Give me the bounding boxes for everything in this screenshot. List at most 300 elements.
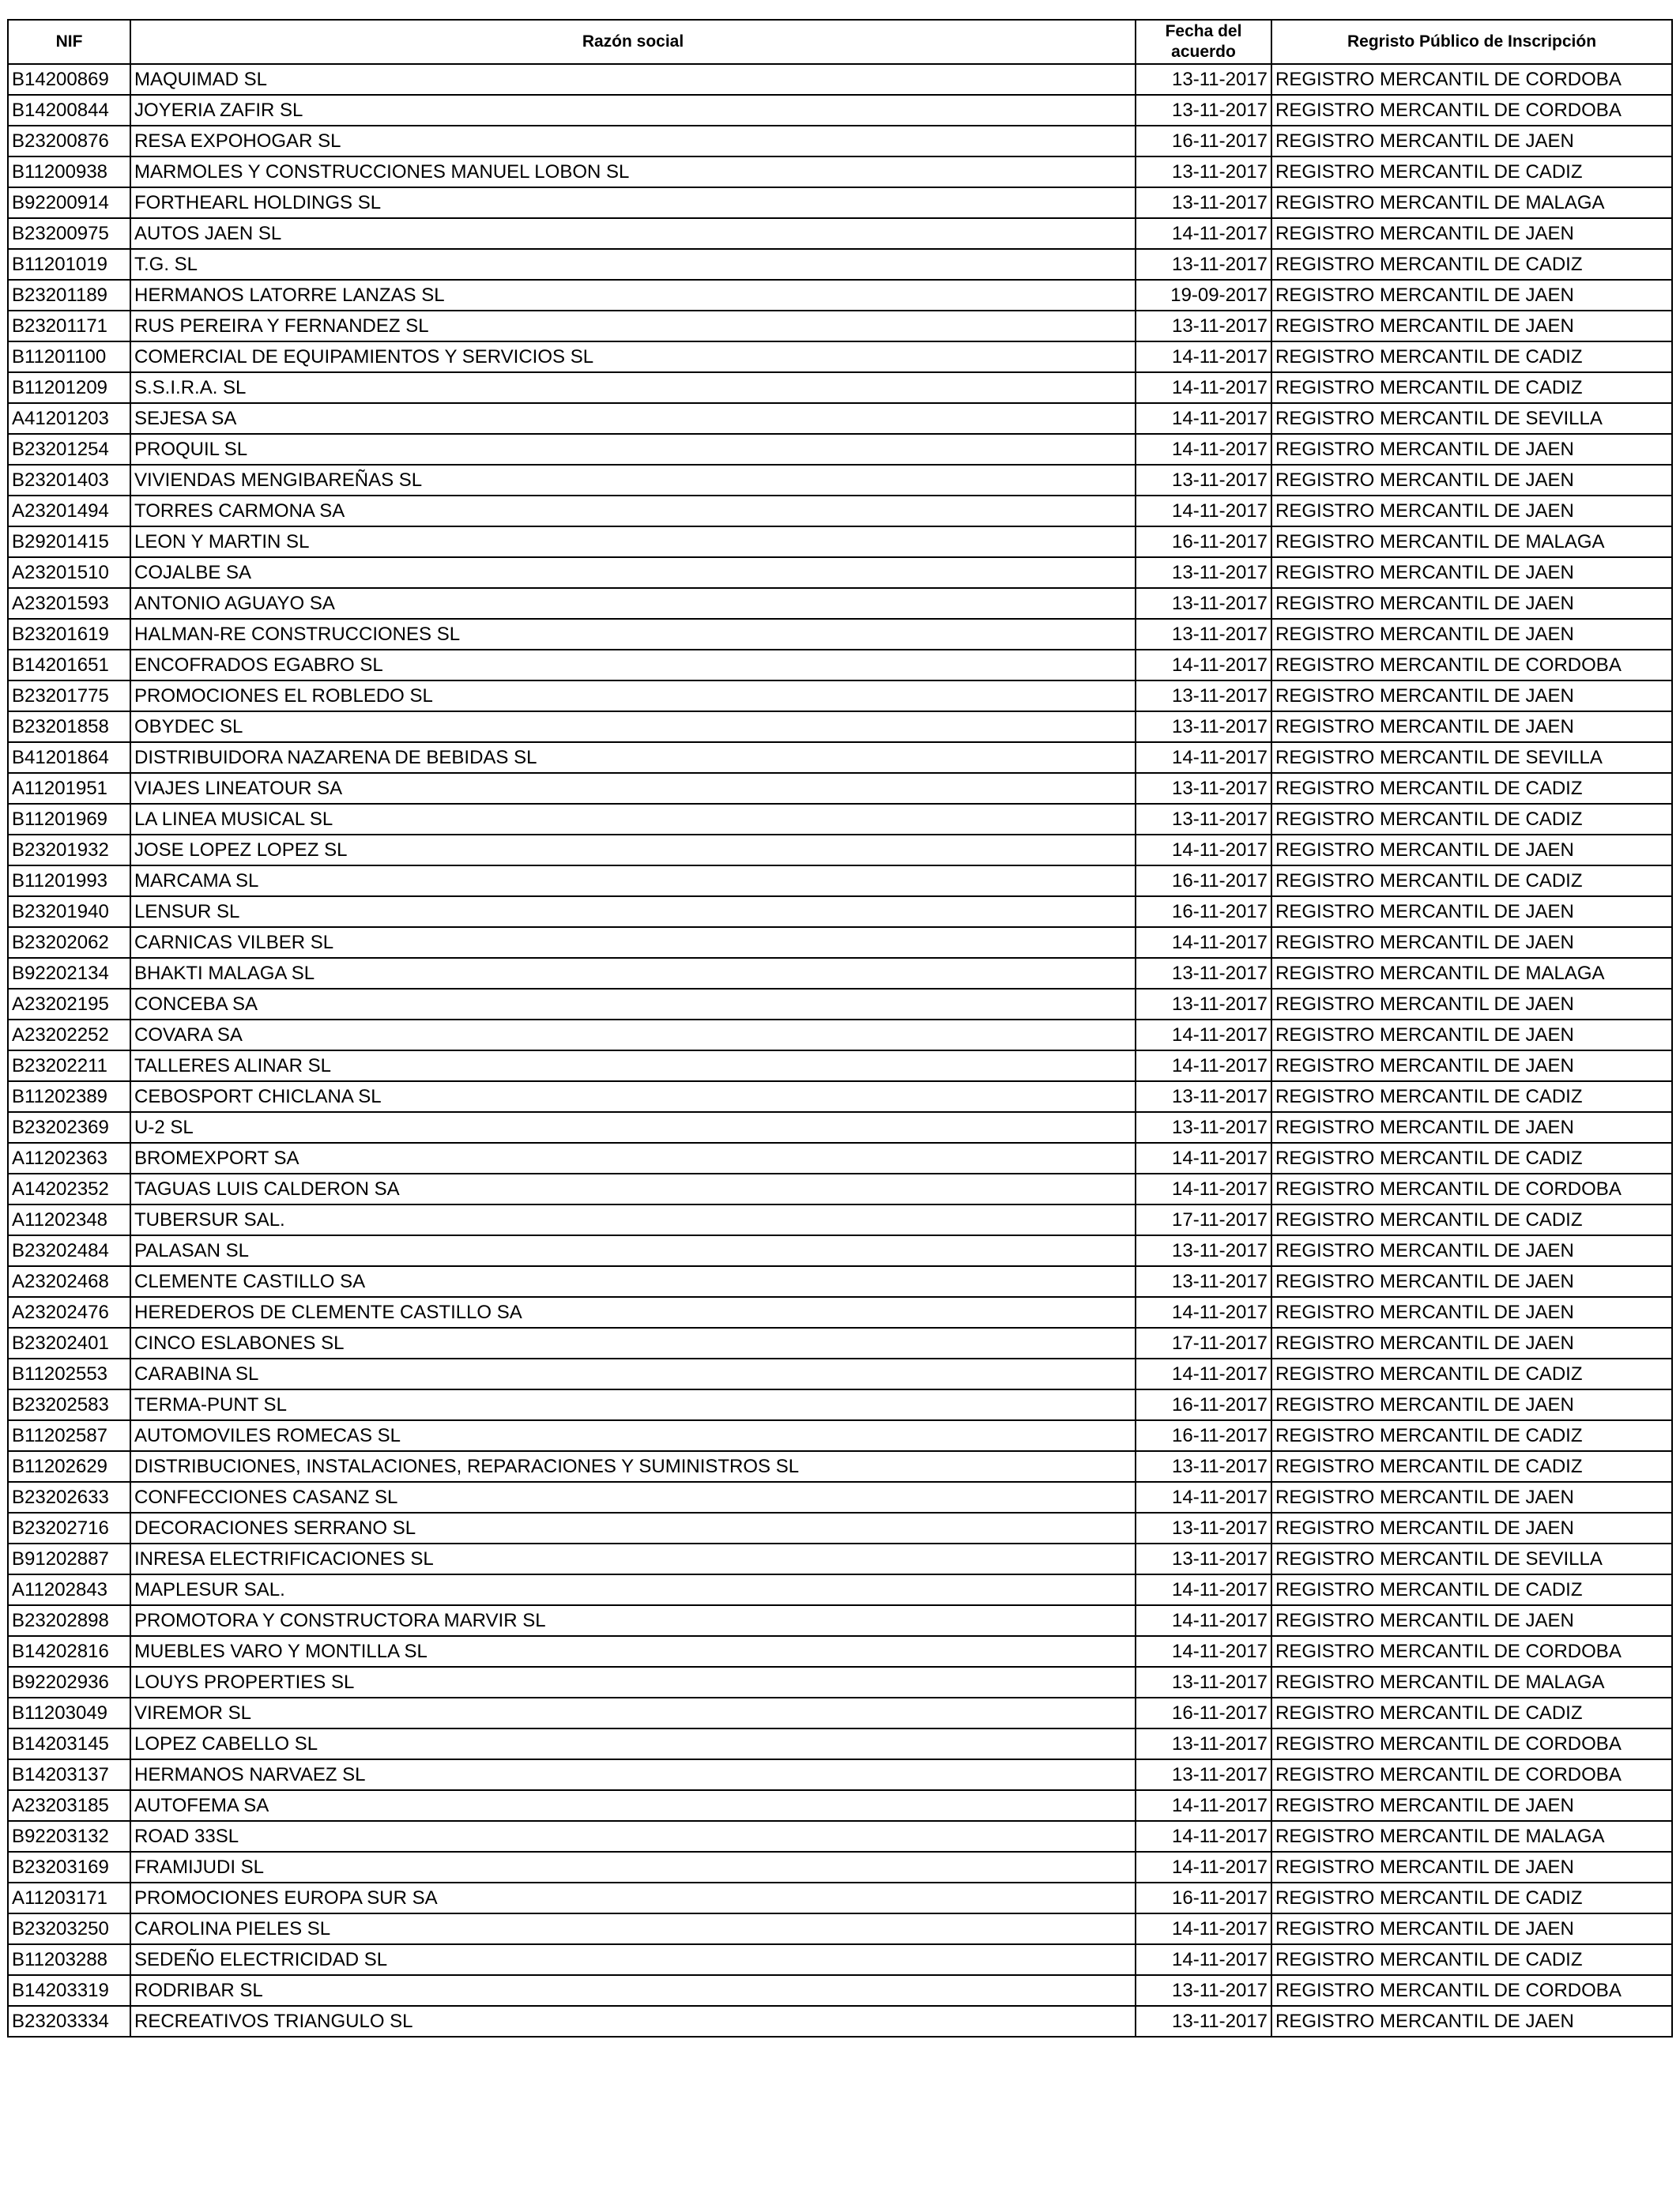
- cell-razon-social: U-2 SL: [130, 1112, 1136, 1143]
- table-header: [8, 20, 1672, 64]
- cell-nif: A23203185: [8, 1790, 130, 1821]
- cell-registro: REGISTRO MERCANTIL DE JAEN: [1271, 1605, 1672, 1636]
- cell-nif: B23200975: [8, 218, 130, 249]
- cell-razon-social: DISTRIBUCIONES, INSTALACIONES, REPARACIONES Y SUMINISTROS SL: [130, 1451, 1136, 1482]
- cell-fecha-acuerdo: 13-11-2017: [1136, 1759, 1271, 1790]
- cell-razon-social: TALLERES ALINAR SL: [130, 1050, 1136, 1081]
- cell-registro: REGISTRO MERCANTIL DE JAEN: [1271, 896, 1672, 927]
- table-row: [8, 1574, 1672, 1605]
- cell-fecha-acuerdo: 16-11-2017: [1136, 1698, 1271, 1728]
- cell-registro: REGISTRO MERCANTIL DE CORDOBA: [1271, 1975, 1672, 2006]
- table-row: [8, 496, 1672, 526]
- cell-registro: REGISTRO MERCANTIL DE MALAGA: [1271, 187, 1672, 218]
- cell-registro: REGISTRO MERCANTIL DE SEVILLA: [1271, 1544, 1672, 1574]
- table-row: [8, 1297, 1672, 1328]
- cell-nif: B11202553: [8, 1359, 130, 1389]
- cell-razon-social: FRAMIJUDI SL: [130, 1852, 1136, 1883]
- cell-razon-social: COMERCIAL DE EQUIPAMIENTOS Y SERVICIOS SL: [130, 341, 1136, 372]
- cell-fecha-acuerdo: 13-11-2017: [1136, 64, 1271, 95]
- cell-fecha-acuerdo: 13-11-2017: [1136, 1266, 1271, 1297]
- table-row: [8, 865, 1672, 896]
- cell-registro: REGISTRO MERCANTIL DE MALAGA: [1271, 1667, 1672, 1698]
- cell-nif: B23203334: [8, 2006, 130, 2037]
- cell-registro: REGISTRO MERCANTIL DE CADIZ: [1271, 341, 1672, 372]
- cell-razon-social: HERMANOS LATORRE LANZAS SL: [130, 280, 1136, 311]
- table-row: [8, 1605, 1672, 1636]
- cell-registro: REGISTRO MERCANTIL DE CORDOBA: [1271, 1636, 1672, 1667]
- cell-nif: B41201864: [8, 742, 130, 773]
- cell-nif: B14201651: [8, 650, 130, 680]
- cell-fecha-acuerdo: 14-11-2017: [1136, 1174, 1271, 1204]
- cell-registro: REGISTRO MERCANTIL DE CADIZ: [1271, 1359, 1672, 1389]
- cell-registro: REGISTRO MERCANTIL DE MALAGA: [1271, 526, 1672, 557]
- cell-registro: REGISTRO MERCANTIL DE JAEN: [1271, 496, 1672, 526]
- cell-registro: REGISTRO MERCANTIL DE CORDOBA: [1271, 650, 1672, 680]
- cell-nif: B23202583: [8, 1389, 130, 1420]
- table-row: [8, 280, 1672, 311]
- cell-fecha-acuerdo: 13-11-2017: [1136, 711, 1271, 742]
- cell-registro: REGISTRO MERCANTIL DE JAEN: [1271, 1482, 1672, 1513]
- cell-fecha-acuerdo: 14-11-2017: [1136, 742, 1271, 773]
- table-row: [8, 526, 1672, 557]
- table-row: [8, 1975, 1672, 2006]
- cell-nif: B23201254: [8, 434, 130, 465]
- cell-nif: A41201203: [8, 403, 130, 434]
- cell-razon-social: RECREATIVOS TRIANGULO SL: [130, 2006, 1136, 2037]
- cell-fecha-acuerdo: 14-11-2017: [1136, 434, 1271, 465]
- cell-razon-social: PROMOTORA Y CONSTRUCTORA MARVIR SL: [130, 1605, 1136, 1636]
- cell-nif: B23202898: [8, 1605, 130, 1636]
- table-row: [8, 1698, 1672, 1728]
- cell-nif: B14202816: [8, 1636, 130, 1667]
- cell-fecha-acuerdo: 13-11-2017: [1136, 588, 1271, 619]
- cell-razon-social: DECORACIONES SERRANO SL: [130, 1513, 1136, 1544]
- table-row: [8, 1790, 1672, 1821]
- table-row: [8, 465, 1672, 496]
- cell-registro: REGISTRO MERCANTIL DE CADIZ: [1271, 1698, 1672, 1728]
- cell-razon-social: TAGUAS LUIS CALDERON SA: [130, 1174, 1136, 1204]
- cell-fecha-acuerdo: 14-11-2017: [1136, 496, 1271, 526]
- cell-razon-social: PROQUIL SL: [130, 434, 1136, 465]
- cell-razon-social: LENSUR SL: [130, 896, 1136, 927]
- cell-razon-social: CEBOSPORT CHICLANA SL: [130, 1081, 1136, 1112]
- cell-nif: B14203137: [8, 1759, 130, 1790]
- cell-registro: REGISTRO MERCANTIL DE JAEN: [1271, 680, 1672, 711]
- cell-razon-social: TORRES CARMONA SA: [130, 496, 1136, 526]
- table-row: [8, 1143, 1672, 1174]
- cell-razon-social: CONFECCIONES CASANZ SL: [130, 1482, 1136, 1513]
- cell-razon-social: DISTRIBUIDORA NAZARENA DE BEBIDAS SL: [130, 742, 1136, 773]
- cell-nif: B11202629: [8, 1451, 130, 1482]
- cell-razon-social: S.S.I.R.A. SL: [130, 372, 1136, 403]
- cell-registro: REGISTRO MERCANTIL DE SEVILLA: [1271, 403, 1672, 434]
- cell-nif: B23202484: [8, 1235, 130, 1266]
- cell-fecha-acuerdo: 16-11-2017: [1136, 526, 1271, 557]
- table-row: [8, 1759, 1672, 1790]
- cell-fecha-acuerdo: 13-11-2017: [1136, 1513, 1271, 1544]
- table-row: [8, 1266, 1672, 1297]
- cell-nif: B23201775: [8, 680, 130, 711]
- cell-razon-social: ANTONIO AGUAYO SA: [130, 588, 1136, 619]
- cell-razon-social: PROMOCIONES EUROPA SUR SA: [130, 1883, 1136, 1913]
- cell-fecha-acuerdo: 14-11-2017: [1136, 403, 1271, 434]
- cell-fecha-acuerdo: 16-11-2017: [1136, 126, 1271, 156]
- cell-fecha-acuerdo: 13-11-2017: [1136, 1112, 1271, 1143]
- cell-razon-social: INRESA ELECTRIFICACIONES SL: [130, 1544, 1136, 1574]
- cell-fecha-acuerdo: 13-11-2017: [1136, 156, 1271, 187]
- table-row: [8, 927, 1672, 958]
- cell-registro: REGISTRO MERCANTIL DE CORDOBA: [1271, 1728, 1672, 1759]
- cell-nif: B11200938: [8, 156, 130, 187]
- cell-fecha-acuerdo: 13-11-2017: [1136, 680, 1271, 711]
- cell-fecha-acuerdo: 14-11-2017: [1136, 1143, 1271, 1174]
- table-row: [8, 126, 1672, 156]
- cell-fecha-acuerdo: 17-11-2017: [1136, 1204, 1271, 1235]
- cell-registro: REGISTRO MERCANTIL DE CADIZ: [1271, 1204, 1672, 1235]
- cell-fecha-acuerdo: 13-11-2017: [1136, 95, 1271, 126]
- cell-nif: A11202843: [8, 1574, 130, 1605]
- table-row: [8, 989, 1672, 1020]
- cell-nif: B23202062: [8, 927, 130, 958]
- table-row: [8, 1112, 1672, 1143]
- cell-nif: B11203288: [8, 1944, 130, 1975]
- cell-razon-social: MAQUIMAD SL: [130, 64, 1136, 95]
- cell-razon-social: VIVIENDAS MENGIBAREÑAS SL: [130, 465, 1136, 496]
- table-row: [8, 1667, 1672, 1698]
- cell-razon-social: VIAJES LINEATOUR SA: [130, 773, 1136, 804]
- cell-registro: REGISTRO MERCANTIL DE CADIZ: [1271, 372, 1672, 403]
- cell-fecha-acuerdo: 13-11-2017: [1136, 619, 1271, 650]
- table-row: [8, 1883, 1672, 1913]
- table-row: [8, 588, 1672, 619]
- cell-fecha-acuerdo: 14-11-2017: [1136, 341, 1271, 372]
- cell-nif: A23202476: [8, 1297, 130, 1328]
- cell-razon-social: CLEMENTE CASTILLO SA: [130, 1266, 1136, 1297]
- cell-nif: B11201209: [8, 372, 130, 403]
- cell-nif: B11202389: [8, 1081, 130, 1112]
- cell-registro: REGISTRO MERCANTIL DE CADIZ: [1271, 865, 1672, 896]
- cell-fecha-acuerdo: 14-11-2017: [1136, 835, 1271, 865]
- cell-razon-social: HERMANOS NARVAEZ SL: [130, 1759, 1136, 1790]
- table-row: [8, 1020, 1672, 1050]
- cell-fecha-acuerdo: 14-11-2017: [1136, 1790, 1271, 1821]
- cell-registro: REGISTRO MERCANTIL DE JAEN: [1271, 434, 1672, 465]
- cell-nif: B23203169: [8, 1852, 130, 1883]
- cell-nif: B23201171: [8, 311, 130, 341]
- table-row: [8, 64, 1672, 95]
- cell-razon-social: RUS PEREIRA Y FERNANDEZ SL: [130, 311, 1136, 341]
- cell-fecha-acuerdo: 16-11-2017: [1136, 1389, 1271, 1420]
- cell-registro: REGISTRO MERCANTIL DE JAEN: [1271, 588, 1672, 619]
- cell-registro: REGISTRO MERCANTIL DE JAEN: [1271, 1389, 1672, 1420]
- cell-fecha-acuerdo: 19-09-2017: [1136, 280, 1271, 311]
- cell-fecha-acuerdo: 14-11-2017: [1136, 218, 1271, 249]
- cell-nif: B11201969: [8, 804, 130, 835]
- table-row: [8, 1050, 1672, 1081]
- cell-nif: B11202587: [8, 1420, 130, 1451]
- registry-table: [7, 19, 1673, 2038]
- cell-fecha-acuerdo: 13-11-2017: [1136, 804, 1271, 835]
- cell-fecha-acuerdo: 14-11-2017: [1136, 1852, 1271, 1883]
- cell-registro: REGISTRO MERCANTIL DE MALAGA: [1271, 1821, 1672, 1852]
- cell-fecha-acuerdo: 14-11-2017: [1136, 1050, 1271, 1081]
- table-row: [8, 403, 1672, 434]
- cell-nif: A23201510: [8, 557, 130, 588]
- cell-fecha-acuerdo: 14-11-2017: [1136, 1359, 1271, 1389]
- cell-fecha-acuerdo: 13-11-2017: [1136, 1235, 1271, 1266]
- cell-nif: B11201100: [8, 341, 130, 372]
- cell-registro: REGISTRO MERCANTIL DE CORDOBA: [1271, 64, 1672, 95]
- cell-fecha-acuerdo: 14-11-2017: [1136, 1636, 1271, 1667]
- cell-registro: REGISTRO MERCANTIL DE MALAGA: [1271, 958, 1672, 989]
- cell-registro: REGISTRO MERCANTIL DE CADIZ: [1271, 1451, 1672, 1482]
- cell-nif: B92202134: [8, 958, 130, 989]
- table-row: [8, 1482, 1672, 1513]
- cell-razon-social: AUTOMOVILES ROMECAS SL: [130, 1420, 1136, 1451]
- cell-fecha-acuerdo: 14-11-2017: [1136, 1297, 1271, 1328]
- cell-razon-social: CAROLINA PIELES SL: [130, 1913, 1136, 1944]
- cell-nif: A23201494: [8, 496, 130, 526]
- cell-razon-social: COVARA SA: [130, 1020, 1136, 1050]
- cell-registro: REGISTRO MERCANTIL DE JAEN: [1271, 1050, 1672, 1081]
- table-row: [8, 896, 1672, 927]
- cell-registro: REGISTRO MERCANTIL DE JAEN: [1271, 126, 1672, 156]
- table-row: [8, 1204, 1672, 1235]
- header-razon-social: Razón social: [130, 20, 1136, 64]
- cell-fecha-acuerdo: 14-11-2017: [1136, 372, 1271, 403]
- cell-registro: REGISTRO MERCANTIL DE JAEN: [1271, 1513, 1672, 1544]
- table-row: [8, 1728, 1672, 1759]
- cell-nif: B23201858: [8, 711, 130, 742]
- cell-razon-social: AUTOS JAEN SL: [130, 218, 1136, 249]
- cell-fecha-acuerdo: 14-11-2017: [1136, 1574, 1271, 1605]
- cell-fecha-acuerdo: 13-11-2017: [1136, 958, 1271, 989]
- cell-razon-social: LOUYS PROPERTIES SL: [130, 1667, 1136, 1698]
- cell-fecha-acuerdo: 13-11-2017: [1136, 1728, 1271, 1759]
- cell-fecha-acuerdo: 13-11-2017: [1136, 249, 1271, 280]
- cell-fecha-acuerdo: 13-11-2017: [1136, 773, 1271, 804]
- table-row: [8, 1513, 1672, 1544]
- table-body: [8, 64, 1672, 2037]
- table-row: [8, 1328, 1672, 1359]
- cell-nif: B14203319: [8, 1975, 130, 2006]
- cell-razon-social: BROMEXPORT SA: [130, 1143, 1136, 1174]
- cell-registro: REGISTRO MERCANTIL DE CADIZ: [1271, 249, 1672, 280]
- cell-fecha-acuerdo: 13-11-2017: [1136, 311, 1271, 341]
- cell-razon-social: LEON Y MARTIN SL: [130, 526, 1136, 557]
- cell-nif: A23202252: [8, 1020, 130, 1050]
- cell-registro: REGISTRO MERCANTIL DE JAEN: [1271, 989, 1672, 1020]
- table-row: [8, 341, 1672, 372]
- table-row: [8, 1389, 1672, 1420]
- cell-fecha-acuerdo: 13-11-2017: [1136, 1451, 1271, 1482]
- cell-registro: REGISTRO MERCANTIL DE JAEN: [1271, 465, 1672, 496]
- cell-razon-social: SEJESA SA: [130, 403, 1136, 434]
- cell-nif: A11201951: [8, 773, 130, 804]
- table-row: [8, 742, 1672, 773]
- cell-razon-social: JOYERIA ZAFIR SL: [130, 95, 1136, 126]
- cell-nif: B23202369: [8, 1112, 130, 1143]
- cell-razon-social: BHAKTI MALAGA SL: [130, 958, 1136, 989]
- cell-registro: REGISTRO MERCANTIL DE JAEN: [1271, 619, 1672, 650]
- table-row: [8, 1420, 1672, 1451]
- cell-razon-social: ROAD 33SL: [130, 1821, 1136, 1852]
- cell-registro: REGISTRO MERCANTIL DE CADIZ: [1271, 1883, 1672, 1913]
- table-row: [8, 156, 1672, 187]
- cell-nif: A23201593: [8, 588, 130, 619]
- cell-nif: B91202887: [8, 1544, 130, 1574]
- cell-razon-social: SEDEÑO ELECTRICIDAD SL: [130, 1944, 1136, 1975]
- cell-razon-social: LOPEZ CABELLO SL: [130, 1728, 1136, 1759]
- cell-nif: A14202352: [8, 1174, 130, 1204]
- table-row: [8, 650, 1672, 680]
- header-registro: Regristo Público de Inscripción: [1271, 20, 1672, 64]
- cell-fecha-acuerdo: 13-11-2017: [1136, 187, 1271, 218]
- cell-fecha-acuerdo: 14-11-2017: [1136, 1944, 1271, 1975]
- table-row: [8, 1235, 1672, 1266]
- cell-fecha-acuerdo: 14-11-2017: [1136, 1020, 1271, 1050]
- cell-nif: B14203145: [8, 1728, 130, 1759]
- cell-razon-social: PALASAN SL: [130, 1235, 1136, 1266]
- table-row: [8, 95, 1672, 126]
- cell-nif: B23203250: [8, 1913, 130, 1944]
- cell-nif: B23201932: [8, 835, 130, 865]
- cell-fecha-acuerdo: 13-11-2017: [1136, 1667, 1271, 1698]
- table-row: [8, 187, 1672, 218]
- cell-razon-social: JOSE LOPEZ LOPEZ SL: [130, 835, 1136, 865]
- cell-razon-social: MARCAMA SL: [130, 865, 1136, 896]
- cell-razon-social: TUBERSUR SAL.: [130, 1204, 1136, 1235]
- table-row: [8, 218, 1672, 249]
- table-row: [8, 1852, 1672, 1883]
- cell-nif: B11203049: [8, 1698, 130, 1728]
- cell-nif: B11201019: [8, 249, 130, 280]
- cell-nif: B14200844: [8, 95, 130, 126]
- cell-registro: REGISTRO MERCANTIL DE CADIZ: [1271, 156, 1672, 187]
- cell-fecha-acuerdo: 13-11-2017: [1136, 465, 1271, 496]
- cell-razon-social: CARABINA SL: [130, 1359, 1136, 1389]
- cell-registro: REGISTRO MERCANTIL DE CADIZ: [1271, 804, 1672, 835]
- cell-nif: B23202633: [8, 1482, 130, 1513]
- cell-nif: B23201619: [8, 619, 130, 650]
- cell-razon-social: HALMAN-RE CONSTRUCCIONES SL: [130, 619, 1136, 650]
- table-row: [8, 311, 1672, 341]
- cell-fecha-acuerdo: 14-11-2017: [1136, 1913, 1271, 1944]
- table-row: [8, 680, 1672, 711]
- cell-registro: REGISTRO MERCANTIL DE CADIZ: [1271, 1420, 1672, 1451]
- cell-razon-social: CONCEBA SA: [130, 989, 1136, 1020]
- cell-nif: B92202936: [8, 1667, 130, 1698]
- cell-razon-social: RESA EXPOHOGAR SL: [130, 126, 1136, 156]
- cell-razon-social: COJALBE SA: [130, 557, 1136, 588]
- cell-fecha-acuerdo: 14-11-2017: [1136, 650, 1271, 680]
- cell-registro: REGISTRO MERCANTIL DE CADIZ: [1271, 1081, 1672, 1112]
- cell-razon-social: VIREMOR SL: [130, 1698, 1136, 1728]
- cell-nif: A23202195: [8, 989, 130, 1020]
- cell-nif: B14200869: [8, 64, 130, 95]
- cell-razon-social: MAPLESUR SAL.: [130, 1574, 1136, 1605]
- cell-registro: REGISTRO MERCANTIL DE CADIZ: [1271, 1944, 1672, 1975]
- cell-nif: B23202401: [8, 1328, 130, 1359]
- cell-razon-social: TERMA-PUNT SL: [130, 1389, 1136, 1420]
- cell-fecha-acuerdo: 14-11-2017: [1136, 1605, 1271, 1636]
- cell-fecha-acuerdo: 16-11-2017: [1136, 896, 1271, 927]
- cell-registro: REGISTRO MERCANTIL DE CADIZ: [1271, 773, 1672, 804]
- cell-razon-social: LA LINEA MUSICAL SL: [130, 804, 1136, 835]
- cell-registro: REGISTRO MERCANTIL DE JAEN: [1271, 1852, 1672, 1883]
- table-row: [8, 1913, 1672, 1944]
- cell-registro: REGISTRO MERCANTIL DE JAEN: [1271, 927, 1672, 958]
- cell-fecha-acuerdo: 14-11-2017: [1136, 1821, 1271, 1852]
- cell-registro: REGISTRO MERCANTIL DE CADIZ: [1271, 1143, 1672, 1174]
- cell-fecha-acuerdo: 13-11-2017: [1136, 1544, 1271, 1574]
- cell-razon-social: OBYDEC SL: [130, 711, 1136, 742]
- table-row: [8, 557, 1672, 588]
- table-row: [8, 2006, 1672, 2037]
- cell-registro: REGISTRO MERCANTIL DE JAEN: [1271, 280, 1672, 311]
- table-row: [8, 1544, 1672, 1574]
- cell-nif: A23202468: [8, 1266, 130, 1297]
- cell-nif: B92200914: [8, 187, 130, 218]
- cell-registro: REGISTRO MERCANTIL DE JAEN: [1271, 1020, 1672, 1050]
- cell-fecha-acuerdo: 16-11-2017: [1136, 1420, 1271, 1451]
- cell-razon-social: RODRIBAR SL: [130, 1975, 1136, 2006]
- cell-registro: REGISTRO MERCANTIL DE JAEN: [1271, 557, 1672, 588]
- cell-razon-social: HEREDEROS DE CLEMENTE CASTILLO SA: [130, 1297, 1136, 1328]
- table-row: [8, 958, 1672, 989]
- cell-nif: B23200876: [8, 126, 130, 156]
- cell-registro: REGISTRO MERCANTIL DE JAEN: [1271, 1112, 1672, 1143]
- cell-registro: REGISTRO MERCANTIL DE CORDOBA: [1271, 1174, 1672, 1204]
- cell-razon-social: PROMOCIONES EL ROBLEDO SL: [130, 680, 1136, 711]
- cell-fecha-acuerdo: 13-11-2017: [1136, 1975, 1271, 2006]
- cell-registro: REGISTRO MERCANTIL DE JAEN: [1271, 218, 1672, 249]
- cell-fecha-acuerdo: 14-11-2017: [1136, 1482, 1271, 1513]
- cell-nif: A11202348: [8, 1204, 130, 1235]
- table-row: [8, 434, 1672, 465]
- cell-registro: REGISTRO MERCANTIL DE JAEN: [1271, 1235, 1672, 1266]
- cell-registro: REGISTRO MERCANTIL DE JAEN: [1271, 1297, 1672, 1328]
- table-row: [8, 249, 1672, 280]
- table-row: [8, 835, 1672, 865]
- cell-razon-social: ENCOFRADOS EGABRO SL: [130, 650, 1136, 680]
- cell-nif: A11203171: [8, 1883, 130, 1913]
- table-row: [8, 711, 1672, 742]
- cell-fecha-acuerdo: 13-11-2017: [1136, 557, 1271, 588]
- cell-nif: B23201403: [8, 465, 130, 496]
- table-row: [8, 372, 1672, 403]
- cell-registro: REGISTRO MERCANTIL DE JAEN: [1271, 835, 1672, 865]
- table-row: [8, 1081, 1672, 1112]
- cell-registro: REGISTRO MERCANTIL DE CADIZ: [1271, 1574, 1672, 1605]
- cell-razon-social: MARMOLES Y CONSTRUCCIONES MANUEL LOBON SL: [130, 156, 1136, 187]
- cell-razon-social: AUTOFEMA SA: [130, 1790, 1136, 1821]
- cell-razon-social: FORTHEARL HOLDINGS SL: [130, 187, 1136, 218]
- cell-nif: B23202716: [8, 1513, 130, 1544]
- cell-fecha-acuerdo: 17-11-2017: [1136, 1328, 1271, 1359]
- table-row: [8, 1821, 1672, 1852]
- cell-razon-social: T.G. SL: [130, 249, 1136, 280]
- cell-razon-social: CARNICAS VILBER SL: [130, 927, 1136, 958]
- cell-nif: B29201415: [8, 526, 130, 557]
- table-row: [8, 1636, 1672, 1667]
- cell-nif: B23201940: [8, 896, 130, 927]
- cell-nif: B23201189: [8, 280, 130, 311]
- cell-razon-social: MUEBLES VARO Y MONTILLA SL: [130, 1636, 1136, 1667]
- cell-registro: REGISTRO MERCANTIL DE JAEN: [1271, 1913, 1672, 1944]
- table-row: [8, 1451, 1672, 1482]
- cell-nif: B92203132: [8, 1821, 130, 1852]
